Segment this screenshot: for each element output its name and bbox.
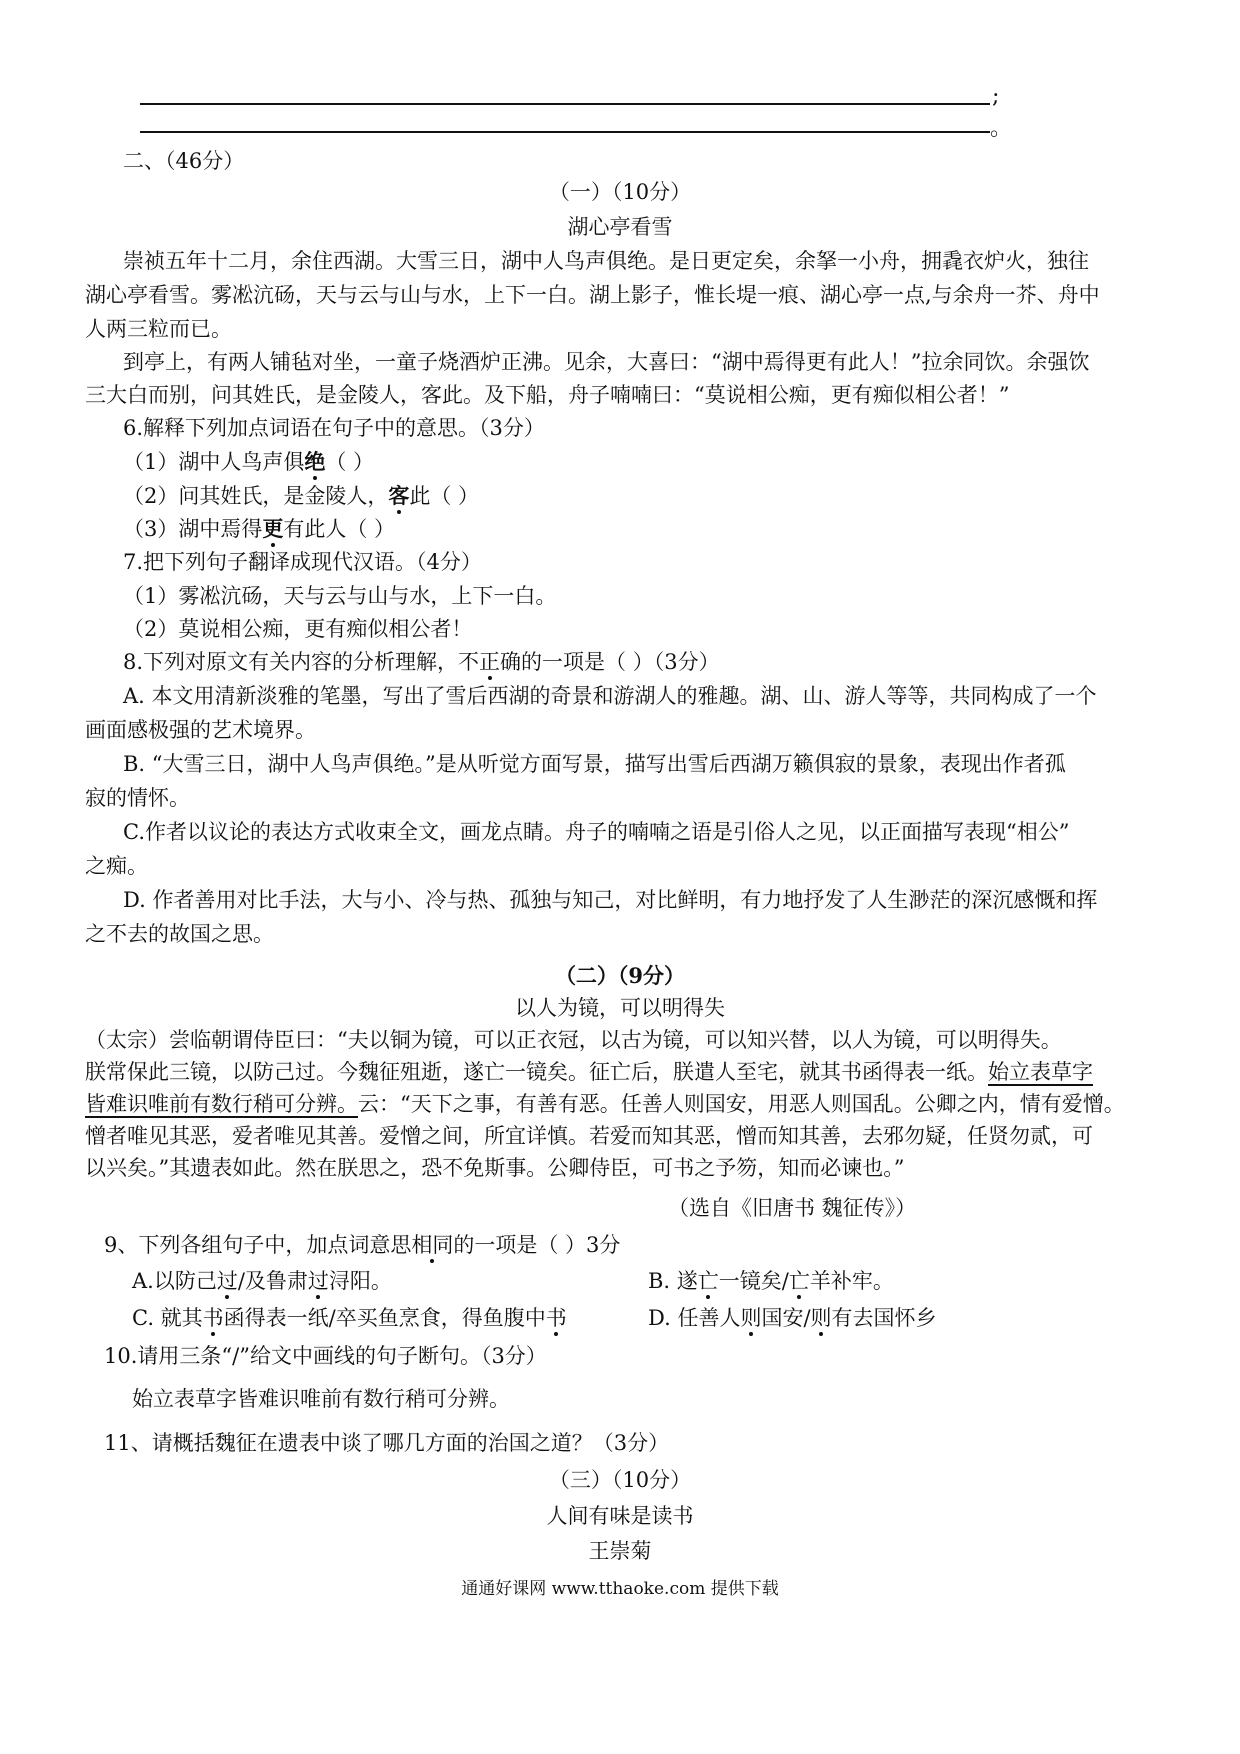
part3-author: 王崇菊 — [588, 1539, 652, 1563]
question-9: 9、下列各组句子中，加点词意思相同的一项是（ ）3分 — [104, 1233, 621, 1257]
question-9-option-c: C. 就其书函得表一纸/卒买鱼烹食，得鱼腹中书 — [132, 1306, 567, 1330]
question-10-sentence: 始立表草字皆难识唯前有数行稍可分辨。 — [132, 1387, 510, 1411]
option-d-line-2: 之不去的故国之思。 — [85, 922, 274, 946]
question-6-item-3: （3）湖中焉得更有此人（ ） — [123, 516, 396, 541]
section-heading: 二、（46分） — [123, 149, 245, 173]
question-10: 10.请用三条“/”给文中画线的句子断句。（3分） — [104, 1344, 547, 1368]
question-8: 8.下列对原文有关内容的分析理解，不正确的一项是（ ）（3分） — [123, 650, 720, 674]
question-7-sentence-2: （2）莫说相公痴，更有痴似相公者！ — [123, 617, 473, 641]
dotted-word: 过 — [216, 1269, 238, 1293]
question-9-option-b: B. 遂亡一镜矣/亡羊补牢。 — [648, 1269, 894, 1293]
dotted-word: 绝 — [304, 449, 326, 474]
question-6-item-1: （1）湖中人鸟声俱绝（ ） — [123, 449, 375, 474]
answer-line-1 — [140, 103, 990, 105]
passage3-line-2: 朕常保此三镜，以防己过。今魏征殂逝，遂亡一镜矣。征亡后，朕遣人至宅，就其书函得表一纸。始立表草字 — [85, 1060, 1093, 1084]
option-c-line-1: C.作者以议论的表达方式收束全文，画龙点睛。舟子的喃喃之语是引俗人之见，以正面描写表现“相公” — [123, 820, 1070, 844]
option-a-line-1: A. 本文用清新淡雅的笔墨，写出了雪后西湖的奇景和游湖人的雅趣。湖、山、游人等等，共同构成了一个 — [123, 684, 1097, 708]
dotted-word: 亡 — [697, 1269, 719, 1293]
dotted-word: 书 — [202, 1306, 224, 1330]
passage1-line-2: 湖心亭看雪。雾凇沆砀，天与云与山与水，上下一白。湖上影子，惟长堤一痕、湖心亭一点,与余舟一芥、舟中 — [85, 283, 1100, 307]
passage1-line-1: 崇祯五年十二月，余住西湖。大雪三日，湖中人鸟声俱绝。是日更定矣，余拏一小舟，拥毳衣炉火，独往 — [123, 249, 1089, 273]
question-6-item-2: （2）问其姓氏，是金陵人，客此（ ） — [123, 483, 480, 508]
passage3-source: （选自《旧唐书 魏征传》） — [668, 1196, 917, 1220]
option-a-line-2: 画面感极强的艺术境界。 — [85, 718, 316, 742]
question-9-option-a: A.以防己过/及鲁肃过浔阳。 — [132, 1269, 392, 1293]
part3-title: 人间有味是读书 — [546, 1504, 694, 1528]
answer-line-2 — [140, 131, 990, 133]
underlined-sentence: 始立表草字 — [988, 1060, 1093, 1084]
question-9-option-d: D. 任善人则国安/则有去国怀乡 — [648, 1306, 937, 1330]
question-7: 7.把下列句子翻译成现代汉语。（4分） — [123, 550, 482, 574]
answer-line-1-end: ; — [992, 84, 1000, 109]
passage3-line-1: （太宗）尝临朝谓侍臣曰：“夫以铜为镜，可以正衣冠，以古为镜，可以知兴替，以人为镜，可以明得失。 — [85, 1028, 1062, 1052]
dotted-word: 客 — [388, 483, 410, 508]
part1-title: 湖心亭看雪 — [567, 215, 673, 239]
dotted-word: 则 — [740, 1306, 762, 1330]
dotted-word: 相同 — [411, 1233, 454, 1257]
option-c-line-2: 之痴。 — [85, 854, 148, 878]
dotted-word: 亡 — [788, 1269, 810, 1293]
option-b-line-2: 寂的情怀。 — [85, 786, 190, 810]
passage3-line-5: 以兴矣。”其遗表如此。然在朕思之，恐不免斯事。公卿侍臣，可书之予笏，知而必谏也。” — [85, 1156, 905, 1180]
part3-heading: （三）（10分） — [548, 1468, 692, 1492]
part2-title: 以人为镜，可以明得失 — [515, 996, 725, 1020]
part2-heading: （二）（9分） — [554, 963, 686, 988]
option-d-line-1: D. 作者善用对比手法，大与小、冷与热、孤独与知己，对比鲜明，有力地抒发了人生渺茫的深沉感慨和挥 — [123, 888, 1098, 912]
option-b-line-1: B. “大雪三日，湖中人鸟声俱绝。”是从听觉方面写景，描写出雪后西湖万籁俱寂的景象，表现出作者孤 — [123, 752, 1066, 776]
passage2-line-1: 到亭上，有两人铺毡对坐，一童子烧酒炉正沸。见余，大喜曰：“湖中焉得更有此人！”拉余同饮。余强饮 — [123, 350, 1090, 374]
dotted-word: 书 — [545, 1306, 567, 1330]
passage3-line-4: 憎者唯见其恶，爱者唯见其善。爱憎之间，所宜详慎。若爱而知其恶，憎而知其善，去邪勿疑，任贤勿贰，可 — [85, 1124, 1093, 1148]
dotted-word: 则 — [810, 1306, 832, 1330]
dotted-word: 不正确 — [458, 650, 522, 674]
part1-heading: （一）（10分） — [548, 180, 692, 204]
answer-line-2-end: 。 — [990, 116, 1013, 141]
underlined-sentence: 皆难识唯前有数行稍可分辨。 — [85, 1092, 358, 1116]
question-7-sentence-1: （1）雾凇沆砀，天与云与山与水，上下一白。 — [123, 584, 557, 608]
question-6: 6.解释下列加点词语在句子中的意思。（3分） — [123, 416, 545, 440]
passage3-line-3: 皆难识唯前有数行稍可分辨。云：“天下之事，有善有恶。任善人则国安，用恶人则国乱。公卿之内，情有爱憎。 — [85, 1092, 1125, 1116]
passage1-line-3: 人两三粒而已。 — [85, 317, 232, 341]
question-11: 11、请概括魏征在遗表中谈了哪几方面的治国之道？（3分） — [104, 1431, 670, 1455]
dotted-word: 过 — [307, 1269, 329, 1293]
dotted-word: 更 — [262, 516, 284, 541]
passage2-line-2: 三大白而别，问其姓氏，是金陵人，客此。及下船，舟子喃喃曰：“莫说相公痴，更有痴似相公者！” — [85, 383, 1010, 407]
page-footer: 通通好课网 www.tthaoke.com 提供下载 — [461, 1579, 779, 1599]
